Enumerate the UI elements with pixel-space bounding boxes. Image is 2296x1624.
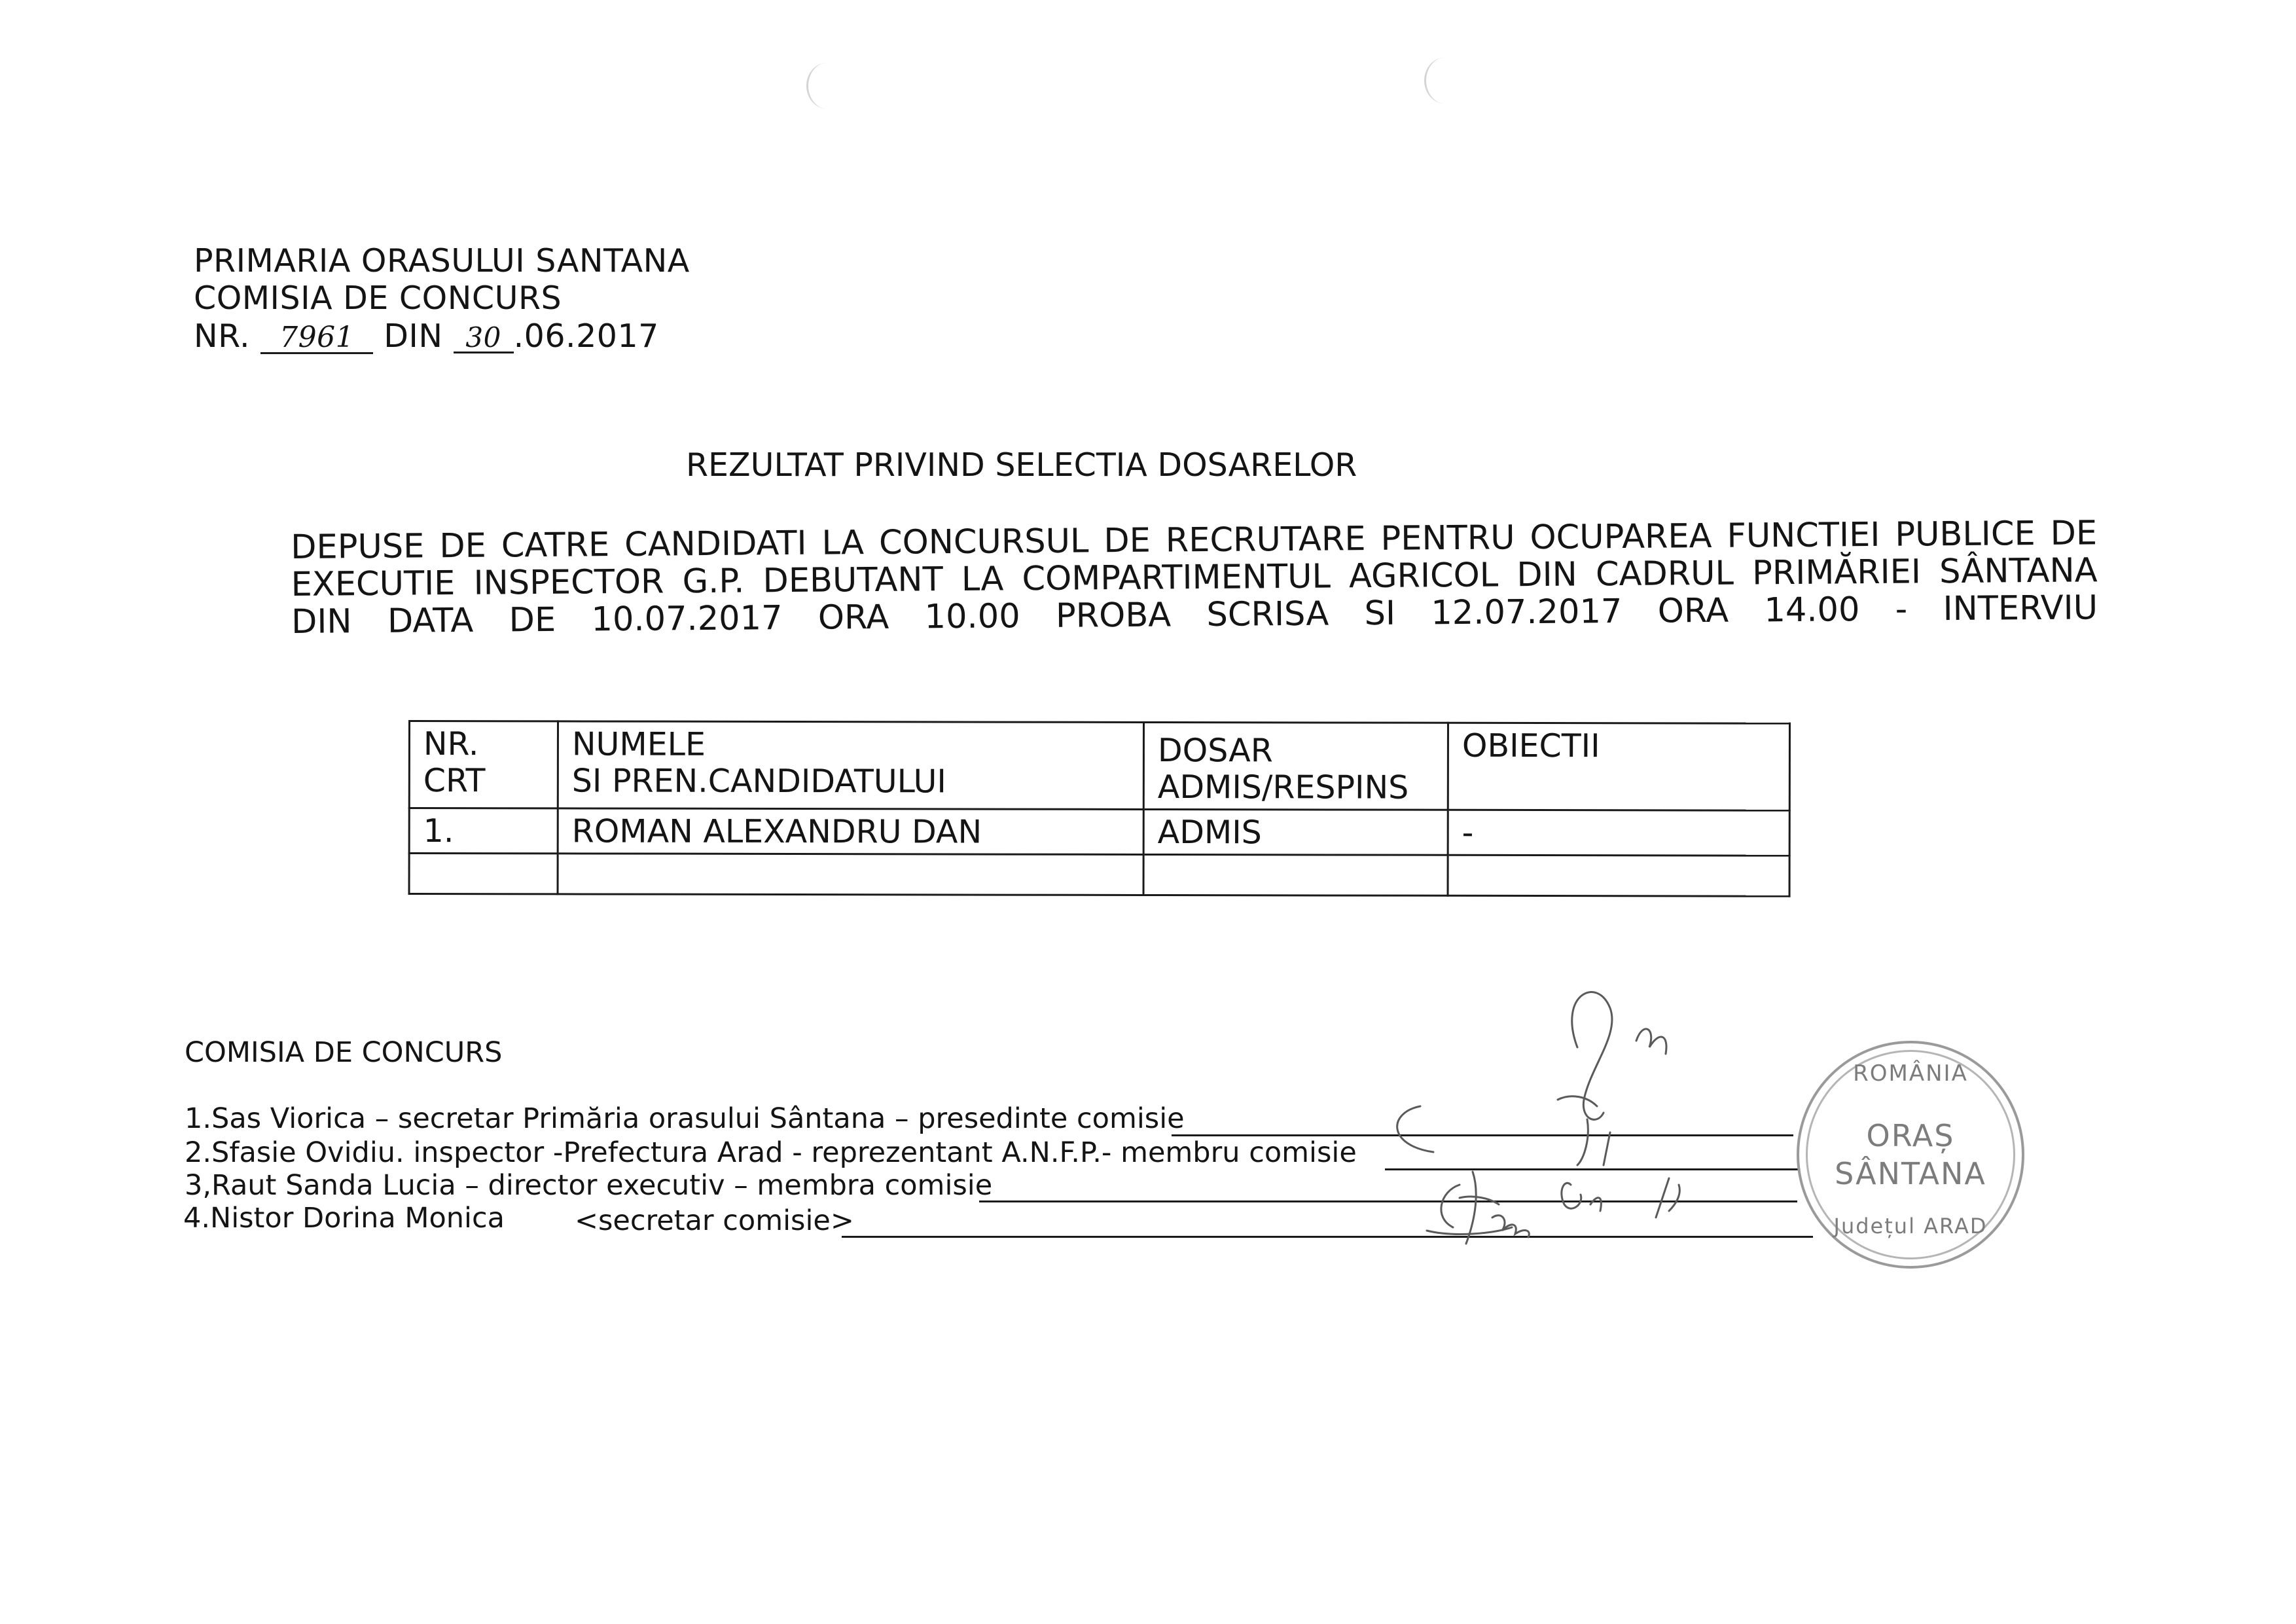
document-subtitle bbox=[291, 514, 2098, 641]
header-nr-crt: NR. CRT bbox=[409, 721, 558, 808]
stamp-town-name: SÂNTANA bbox=[1835, 1156, 1986, 1191]
committee-member-role: <secretar comisie> bbox=[575, 1204, 854, 1237]
table-row bbox=[409, 854, 1789, 897]
committee-title: COMISIA DE CONCURS bbox=[185, 1036, 503, 1069]
cell-status bbox=[1143, 854, 1448, 895]
stamp-town-type: ORAȘ bbox=[1866, 1118, 1955, 1153]
committee-member: 1.Sas Viorica – secretar Primăria orasului Sântana – presedinte comisie bbox=[185, 1102, 1185, 1135]
registration-number: 7961 bbox=[260, 323, 373, 354]
signature-stroke bbox=[1492, 1216, 1529, 1237]
cell-name bbox=[558, 854, 1143, 895]
signature-stroke bbox=[1636, 1029, 1666, 1054]
institution-name: PRIMARIA ORASULUI SANTANA bbox=[194, 242, 690, 280]
subtitle-line: EXECUTIE INSPECTOR G.P. DEBUTANT LA COMPARTIMENTUL AGRICOL DIN CADRUL PRIMĂRIEI SÂNTANA bbox=[291, 551, 2098, 604]
committee-member: 4.Nistor Dorina Monica bbox=[183, 1202, 505, 1235]
cell-objections bbox=[1448, 855, 1789, 896]
document-title: REZULTAT PRIVIND SELECTIA DOSARELOR bbox=[686, 446, 1357, 484]
results-table bbox=[408, 720, 1791, 897]
official-stamp bbox=[1797, 1041, 2024, 1269]
signature-stroke bbox=[1397, 1106, 1433, 1152]
signature-stroke bbox=[1441, 1185, 1460, 1227]
cell-objections: - bbox=[1448, 810, 1789, 856]
subtitle-line: DIN DATA DE 10.07.2017 ORA 10.00 PROBA SCRISA SI 12.07.2017 ORA 14.00 - INTERVIU bbox=[291, 588, 2098, 641]
signature-stroke bbox=[1656, 1178, 1679, 1218]
cell-nr: 1. bbox=[409, 808, 558, 854]
scan-artifact bbox=[1424, 58, 1465, 103]
commission-name: COMISIA DE CONCURS bbox=[194, 280, 562, 317]
header-candidate-name: NUMELE SI PREN.CANDIDATULUI bbox=[558, 721, 1143, 810]
cell-name: ROMAN ALEXANDRU DAN bbox=[558, 808, 1143, 855]
nr-label: NR. bbox=[194, 317, 251, 355]
header-objections: OBIECTII bbox=[1448, 723, 1789, 810]
signature-stroke bbox=[1427, 1227, 1512, 1234]
committee-member: 2.Sfasie Ovidiu. inspector -Prefectura Arad - reprezentant A.N.F.P.- membru comisie bbox=[185, 1136, 1357, 1169]
signature-stroke bbox=[1572, 992, 1612, 1120]
din-label: DIN bbox=[384, 317, 443, 355]
stamp-county: Județul ARAD bbox=[1833, 1214, 1988, 1238]
cell-status: ADMIS bbox=[1143, 809, 1448, 855]
subtitle-line: DEPUSE DE CATRE CANDIDATI LA CONCURSUL DE RECRUTARE PENTRU OCUPAREA FUNCTIEI PUBLICE DE bbox=[290, 514, 2098, 567]
signature-stroke bbox=[1562, 1183, 1601, 1211]
registration-date-suffix: .06.2017 bbox=[513, 317, 659, 355]
handwritten-signatures bbox=[1361, 969, 1780, 1270]
cell-nr bbox=[409, 854, 558, 894]
signature-stroke bbox=[1604, 1132, 1610, 1165]
registration-day: 30 bbox=[454, 324, 514, 353]
registration-number-line bbox=[194, 317, 659, 355]
table-header-row bbox=[409, 721, 1789, 811]
stamp-country: ROMÂNIA bbox=[1853, 1060, 1968, 1087]
committee-member: 3,Raut Sanda Lucia – director executiv – membra comisie bbox=[185, 1169, 993, 1202]
table-row bbox=[409, 808, 1789, 856]
scan-artifact bbox=[806, 63, 848, 109]
signature-stroke bbox=[1558, 1096, 1597, 1165]
header-file-status: DOSAR ADMIS/RESPINS bbox=[1143, 722, 1448, 810]
